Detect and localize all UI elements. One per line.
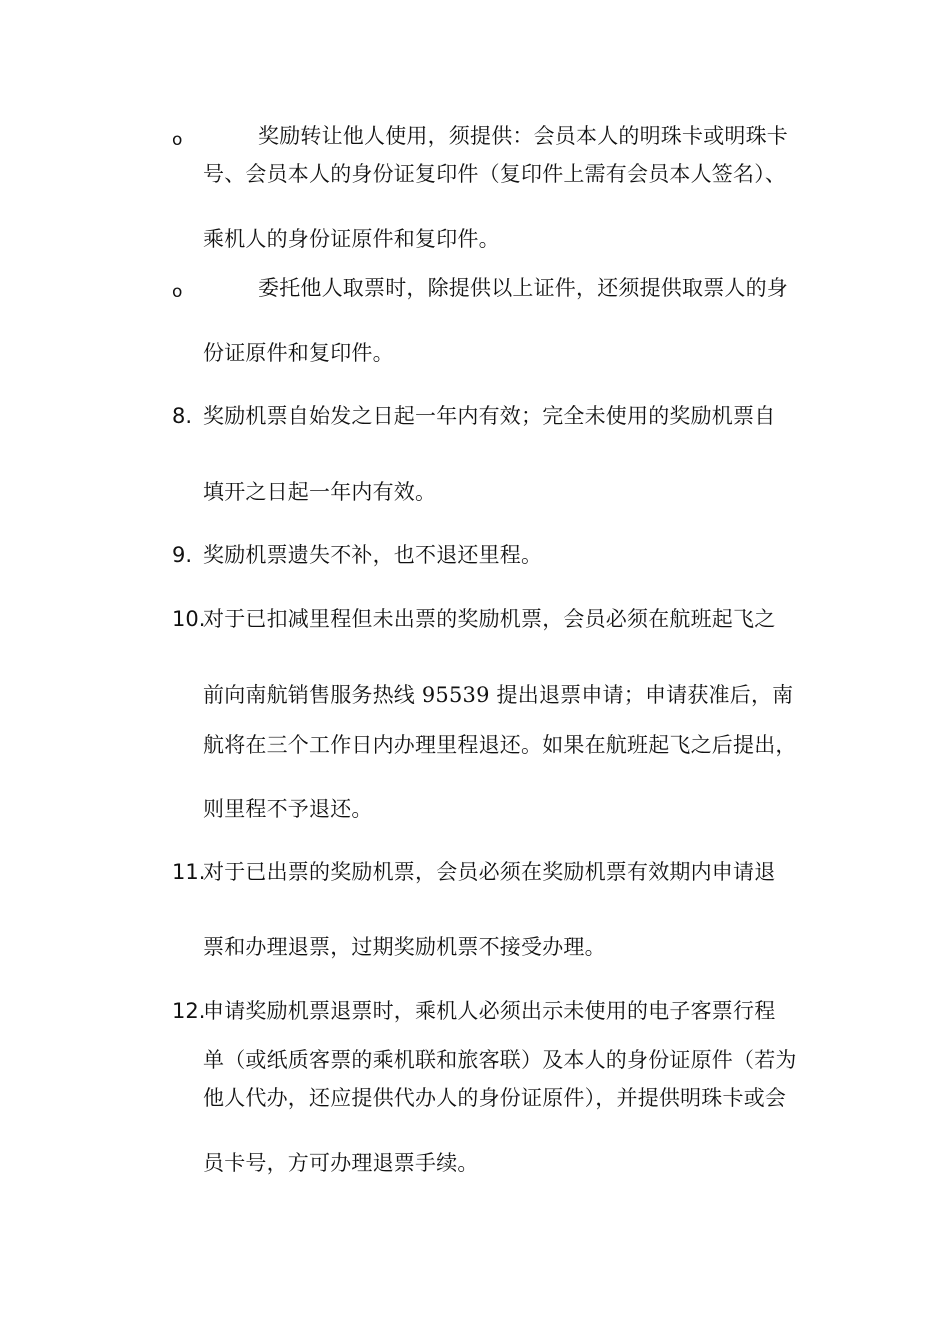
text-line: 员卡号，方可办理退票手续。 xyxy=(203,1151,479,1175)
text-line: 号、会员本人的身份证复印件（复印件上需有会员本人签名）、 xyxy=(203,162,787,186)
text-line: 他人代办，还应提供代办人的身份证原件），并提供明珠卡或会 xyxy=(203,1086,787,1110)
text-line: 对于已出票的奖励机票，会员必须在奖励机票有效期内申请退 xyxy=(203,860,776,884)
bullet-marker: o xyxy=(172,282,183,302)
text-line: 委托他人取票时，除提供以上证件，还须提供取票人的身 xyxy=(258,276,788,300)
text-line: 申请奖励机票退票时，乘机人必须出示未使用的电子客票行程 xyxy=(203,999,776,1023)
text-line: 单（或纸质客票的乘机联和旅客联）及本人的身份证原件（若为 xyxy=(203,1048,797,1072)
bullet-marker: o xyxy=(172,130,183,150)
text-line: 奖励机票遗失不补，也不退还里程。 xyxy=(203,543,543,567)
item-number: 11. xyxy=(172,860,206,884)
text-line: 乘机人的身份证原件和复印件。 xyxy=(203,227,500,251)
text-line: 则里程不予退还。 xyxy=(203,797,373,821)
text-line: 填开之日起一年内有效。 xyxy=(203,480,437,504)
text-line: 航将在三个工作日内办理里程退还。如果在航班起飞之后提出， xyxy=(203,733,797,757)
item-number: 10. xyxy=(172,607,206,631)
text-line: 奖励机票自始发之日起一年内有效；完全未使用的奖励机票自 xyxy=(203,404,776,428)
text-line: 前向南航销售服务热线 95539 提出退票申请；申请获准后，南 xyxy=(203,683,794,707)
text-line: 对于已扣减里程但未出票的奖励机票，会员必须在航班起飞之 xyxy=(203,607,776,631)
text-line: 奖励转让他人使用，须提供：会员本人的明珠卡或明珠卡 xyxy=(258,124,788,148)
item-number: 8. xyxy=(172,404,193,428)
item-number: 12. xyxy=(172,999,206,1023)
text-line: 票和办理退票，过期奖励机票不接受办理。 xyxy=(203,935,606,959)
item-number: 9. xyxy=(172,543,193,567)
text-line: 份证原件和复印件。 xyxy=(203,341,394,365)
